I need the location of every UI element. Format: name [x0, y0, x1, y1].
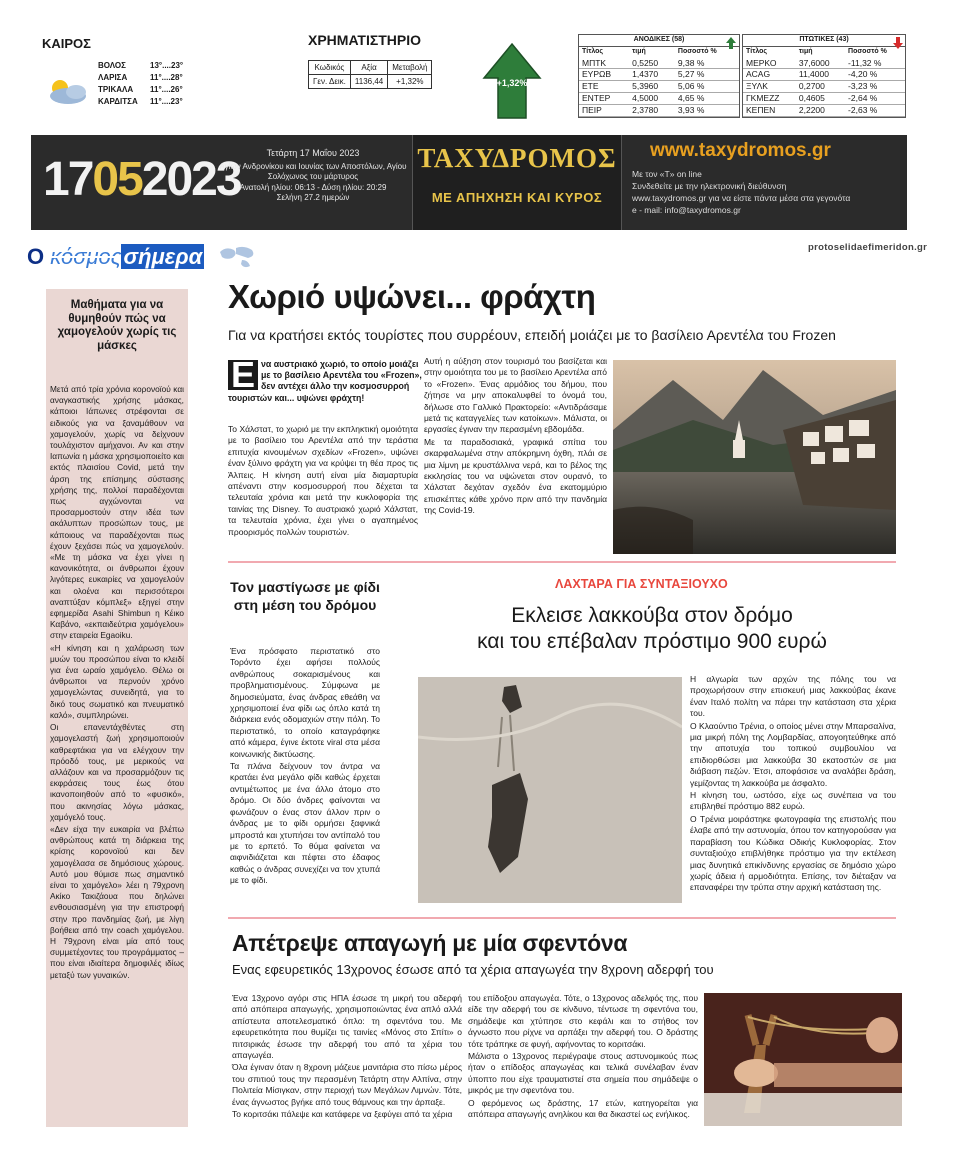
paragraph: Ένα 13χρονο αγόρι στις ΗΠΑ έσωσε τη μικρή του αδερφή από απόπειρα απαγωγής, χρησιμοποιώντας ένα απλό αλλά απίστευτα αποτελεσματικό όπλο: τη σφεντόνα του. Με εφευρετικότητα που θυμίζει τις ταινίες «Μόνος στο Σπίτι» ο πιτσιρικάς έσωσε την αδερφή του από τα χέρια του απαγωγέα. — [232, 993, 462, 1061]
moon-phase: Σελήνη 27.2 ημερών — [276, 193, 350, 202]
section-title — [27, 244, 204, 270]
weather-title: ΚΑΙΡΟΣ — [42, 36, 91, 51]
ticker: ACAG — [743, 69, 796, 81]
slingshot-photo — [704, 993, 902, 1126]
weather-city-list — [98, 60, 183, 108]
city-name: ΚΑΡΔΙΤΣΑ — [98, 97, 138, 106]
ticker: ΠΕΙΡ — [579, 104, 629, 116]
table-row — [743, 58, 905, 69]
headline-line: Εκλεισε λακκούβα στον δρόμο — [511, 604, 793, 627]
pothole-body — [690, 674, 896, 895]
table-row — [579, 58, 739, 69]
info-line: www.taxydromos.gr για να είστε πάντα μέσα στα γεγονότα — [632, 193, 851, 203]
losers-col: τιμή — [798, 47, 813, 55]
price: 37,6000 — [796, 58, 845, 69]
slingshot-headline: Απέτρεψε απαγωγή με μία σφεντόνα — [232, 930, 628, 956]
slingshot-col1 — [232, 993, 462, 1121]
percent: -4,20 % — [845, 69, 905, 81]
percent: 5,27 % — [675, 69, 739, 81]
lede-text: να αυστριακό χωριό, το οποίο μοιάζει με το βασίλειο Αρεντέλα του «Frozen», δεν αντέχει άλλο την κοσμοσυρροή τουριστών και... υψώνει φράχτη! — [228, 359, 422, 403]
table-row — [579, 69, 739, 81]
stock-cell: Γεν. Δεικ. — [309, 75, 351, 89]
losers-panel — [742, 34, 906, 118]
ticker: ΜΠΤΚ — [579, 58, 629, 69]
percent: -2,63 % — [845, 104, 905, 116]
paragraph: Ένα πρόσφατο περιστατικό στο Τορόντο έχει αφήσει πολλούς ανθρώπους σοκαρισμένους και προβληματισμένους. Σύμφωνα με δημοσιεύματα, ένας άνδρας εθεάθη να χρησιμοποιεί ένα φίδι ως όπλο κατά τη διάρκεια ενός οδομαχιών στην πόλη. Το περιστατικό, το οποίο καταγράφηκε από κάμερα, έγινε έκτοτε viral στα μέσα κοινωνικής δικτύωσης. — [230, 646, 380, 759]
sidebar-headline: Μαθήματα για να θυμηθούν πώς να χαμογελούν χωρίς τις μάσκες — [57, 299, 177, 352]
gainers-table — [579, 35, 739, 117]
price: 0,4605 — [796, 92, 845, 104]
city-name: ΛΑΡΙΣΑ — [98, 73, 128, 82]
ticker: ΚΕΠΕΝ — [743, 104, 796, 116]
table-row — [579, 92, 739, 104]
losers-table — [743, 35, 905, 117]
price: 4,5000 — [629, 92, 675, 104]
headline-line: και του επέβαλαν πρόστιμο 900 ευρώ — [477, 630, 827, 653]
table-row — [743, 69, 905, 81]
ticker: ΕΤΕ — [579, 81, 629, 93]
article1-headline: Χωριό υψώνει... φράχτη — [228, 278, 596, 315]
gainers-title: ΑΝΟΔΙΚΕΣ (58) — [579, 35, 739, 46]
world-map-icon — [216, 244, 262, 270]
weather-row — [98, 84, 183, 96]
paragraph: Ο Τρένια μοιράστηκε φωτογραφία της επιστολής που έλαβε από την αστυνομία, όπου τον κατηγορούσαν για παραβίαση του Κώδικα Οδικής Κυκλοφορίας. Στον συνταξιούχο επιβλήθηκε πρόστιμο για την εκτέλεση μιας δυνητικά επικίνδυνης εργασίας σε δημόσιο χώρο χωρίς άδεια ή αρμοδιότητα. Επίσης, τον διέταξαν να επαναφέρει την τρύπα στην αρχική κατάσταση της. — [690, 813, 896, 893]
losers-col: Τίτλος — [746, 47, 768, 55]
date-info — [218, 148, 408, 204]
ticker: ΞΥΛΚ — [743, 81, 796, 93]
paragraph: «Δεν είχα την ευκαιρία να βλέπω ανθρώπους κατά τη διάρκεια της κρίσης κορονοϊού και δεν χαμογέλασα σε δημόσιους χώρους. Αυτό μου θύμισε πως σημαντικό είναι το χαμόγελο» λέει η 79χρονη Ακίκο Τακιζάουα που δηλώνει ενθουσιασμένη για την επιστροφή στην προ πανδημίας ζωή, με λίγη βοήθεια από την coach χαμόγελου. Η 79χρονη είναι μία από τους συμμετέχοντες του προγράμματος – που είναι ιδιαίτερα δημοφιλές ιδίως μεταξύ των γυναικών. — [50, 823, 184, 980]
price: 11,4000 — [796, 69, 845, 81]
weather-row — [98, 60, 183, 72]
stock-cell: 1136,44 — [350, 75, 387, 89]
percent: -2,64 % — [845, 92, 905, 104]
paragraph: Η κίνηση του, ωστόσο, είχε ως συνέπεια να του επιβληθεί πρόστιμο 882 ευρώ. — [690, 790, 896, 812]
slingshot-col2 — [468, 993, 698, 1121]
gainers-panel — [578, 34, 740, 118]
section-part: σήμερα — [123, 244, 203, 269]
index-change-label: +1,32% — [496, 78, 528, 88]
ticker: ΕΝΤΕΡ — [579, 92, 629, 104]
table-row — [579, 104, 739, 116]
gainers-col: τιμή — [632, 47, 646, 55]
pothole-photo — [418, 677, 682, 903]
date-day: 17 — [43, 153, 93, 206]
pothole-kicker: ΛΑΧΤΑΡΑ ΓΙΑ ΣΥΝΤΑΞΙΟΥΧΟ — [555, 577, 728, 591]
paragraph: του επίδοξου απαγωγέα. Τότε, ο 13χρονος αδελφός της, που είδε την αδερφή του σε κίνδυνο, τέντωσε τη σφεντόνα του, σημάδεψε και χτύπησε στο κεφάλι και το στήθος τον άγνωστο που ρίχνε να αρπάξει την αδερφή του. Ο δράστης τότε τράπηκε σε φυγή, αφήνοντας το κοριτσάκι. — [468, 993, 698, 1049]
divider — [228, 917, 896, 919]
paragraph: Η αλγωρία των αρχών της πόλης του να προχωρήσουν στην επισκευή μιας λακκούβας έκανε έναν Ιταλό πολίτη να πάρει την κατάσταση στα χέρια του. — [690, 674, 896, 719]
date-year: 2023 — [141, 153, 241, 206]
temp-range: 13°....23° — [150, 61, 184, 70]
ticker: ΜΕΡΚΟ — [743, 58, 796, 69]
online-info — [632, 168, 850, 216]
snake-headline: Τον μαστίγωσε με φίδι στη μέση του δρόμου — [230, 579, 380, 613]
price: 0,5250 — [629, 58, 675, 69]
sidebar-body — [50, 384, 184, 982]
gainers-col: Τίτλος — [582, 47, 604, 55]
weather-row — [98, 96, 183, 108]
price: 1,4370 — [629, 69, 675, 81]
stock-title: ΧΡΗΜΑΤΙΣΤΗΡΙΟ — [308, 32, 422, 48]
temp-range: 11°....23° — [150, 97, 183, 106]
city-name: ΒΟΛΟΣ — [98, 61, 126, 70]
section-part: κόσμος — [50, 244, 122, 269]
paragraph: Μάλιστα ο 13χρονος περιέγραψε στους αστυνομικούς πως ήταν ο επίδοξος απαγωγέας και τελικά συνέλαβαν έναν ύποπτο που είχε τραυματιστεί στα σημεία που σημάδεψε ο μικρός με την σφεντόνα του. — [468, 1051, 698, 1096]
stock-header: Κωδικός — [309, 61, 351, 75]
ticker: ΓΚΜΕΖΖ — [743, 92, 796, 104]
snake-body — [230, 646, 380, 888]
weather-row — [98, 72, 183, 84]
article1-col2 — [424, 356, 607, 518]
stock-cell: +1,32% — [388, 75, 432, 89]
percent: 9,38 % — [675, 58, 739, 69]
stock-header: Μεταβολή — [388, 61, 432, 75]
newspaper-motto: ΜΕ ΑΠΗΧΗΣΗ ΚΑΙ ΚΥΡΟΣ — [431, 190, 603, 205]
up-arrow-icon — [482, 42, 542, 120]
paragraph: Οι επανεντάχθέντες στη χαμογελαστή ζωή χρησιμοποιούν καθρεφτάκια για να ελέγχουν την πρόοδό τους, με μερικούς να αλλάζουν και να προσαρμόζουν τις εκφράσεις τους έως ότου ικανοποιηθούν από το «φυσικό», που ακινησίας λόγω μάσκας, χαμόγελό τους. — [50, 722, 184, 822]
table-row — [579, 81, 739, 93]
paragraph: Με τα παραδοσιακά, γραφικά σπίτια του σκαρφαλωμένα στην απόκρημνη όχθη, πλάι σε μια λίμνη με κρυστάλλινα νερά, και το βέλος της εκκλησίας του να υψώνεται στον ουρανό, το Χάλστατ δεχόταν σχεδόν ένα εκατομμύριο επισκέπτες κάθε χρόνο πριν από την πανδημία της Covid-19. — [424, 436, 607, 516]
paragraph: «Η κίνηση και η χαλάρωση των μυών του προσώπου είναι το κλειδί για ένα ωραίο χαμόγελο. Θέλω οι άνθρωποι να περνούν χρόνο χαμογελώντας συνειδητά, για το δικό τους σωματικό και πνευματικό καλό», συμπληρώνει. — [50, 642, 184, 720]
price: 0,2700 — [796, 81, 845, 93]
table-row — [743, 81, 905, 93]
hallstatt-photo — [613, 360, 896, 554]
info-line: Με τον «Τ» on line — [632, 169, 702, 179]
paragraph: Όλα έγιναν όταν η 8χρονη μάζευε μανιτάρια στο πίσω μέρος του σπιτιού τους την περασμένη Τετάρτη στην Αλπίνα, στην Πολιτεία Μίσιγκαν, στην περιοχή των Μεγάλων Λιμνών. Τότε, ένας άγνωστος βγήκε από τους θάμνους και την άρπαξε. — [232, 1062, 462, 1107]
drop-cap: Ε — [228, 360, 258, 390]
percent: 5,06 % — [675, 81, 739, 93]
ticker: ΕΥΡΩΒ — [579, 69, 629, 81]
info-line: Συνδεθείτε με την ηλεκτρονική διεύθυνση — [632, 181, 787, 191]
paragraph: Ο Κλαούντιο Τρένια, ο οποίος μένει στην Μπαρσαλίνα, μια μικρή πόλη της Λομβαρδίας, απογοητεύθηκε από την αποτυχία του τοπικού συμβουλίου να επιδιορθώσει μια λακκούβα 30 εκατοστών σε μια διάβαση πεζών. Έτσι, αποφάσισε να αναλάβει δράση, γεμίζοντας τη λακκούβα με άσφαλτο. — [690, 720, 896, 788]
divider — [228, 561, 896, 563]
paragraph: Το Χάλστατ, το χωριό με την εκπληκτική ομοιότητα με το βασίλειο του Αρεντέλα από την τεράστια επιτυχία κινουμένων σχεδίων «Frozen», υψώνει έναν ξύλινο φράχτη για να κρύψει τη θέα προς τις Άλπεις. Η κίνηση αυτή είναι μία διαμαρτυρία απέναντι στην κοσμοσυρροή που δέχεται τα τελευταία χρόνια και μετά την κυκλοφορία της ταινίας της Disney. Το αυστριακό χωριό Χάλστατ, τα τελευταία χρόνια, έχει γίνει ο αγαπημένος προορισμός πολλών τουριστών. — [228, 424, 418, 537]
paragraph: Ο φερόμενος ως δράστης, 17 ετών, κατηγορείται για απόπειρα απαγωγής ανηλίκου και θα δικαστεί ως ενήλικος. — [468, 1097, 698, 1120]
date-month: 05 — [92, 153, 142, 206]
price: 5,3960 — [629, 81, 675, 93]
newspaper-title: ΤΑΧΥΔΡΟΜΟΣ — [417, 143, 617, 173]
website-link[interactable]: www.taxydromos.gr — [650, 140, 831, 161]
table-row — [743, 104, 905, 116]
percent: 3,93 % — [675, 104, 739, 116]
city-name: ΤΡΙΚΑΛΑ — [98, 85, 134, 94]
percent: 4,65 % — [675, 92, 739, 104]
paragraph: Αυτή η αύξηση στον τουρισμό του βασίζεται και στην ομοιότητα του με το βασίλειο Αρεντέλα από το «Frozen». Ένας αρμόδιος του δήμου, που ζήτησε να μην αποκαλυφθεί το όνομά του, δήλωσε στο Γαλλικό Πρακτορείο: «Αντιδράσαμε μετά τις καταγγελίες των κατοίκων». Μάλιστα, οι εργασίες έγιναν την περασμένη εβδομάδα. — [424, 356, 607, 435]
saints: Αγίων Ανδρονίκου και Ιουνίας των Αποστόλων, Αγίου Σολόχωνος του μάρτυρος — [219, 161, 407, 181]
weekday: Τετάρτη 17 Μαΐου 2023 — [266, 148, 360, 158]
sun-times: Ανατολή ηλίου: 06:13 - Δύση ηλίου: 20:29 — [239, 182, 387, 192]
article1-lede — [228, 354, 426, 404]
losers-title: ΠΤΩΤΙΚΕΣ (43) — [743, 35, 905, 46]
slingshot-subhead: Ενας εφευρετικός 13χρονος έσωσε από τα χέρια απαγωγέα την 8χρονη αδερφή του — [232, 962, 714, 977]
gainers-col: Ποσοστό % — [677, 47, 717, 55]
email-link[interactable]: e - mail: info@taxydromos.gr — [632, 205, 741, 215]
article1-subhead: Για να κρατήσει εκτός τουρίστες που συρρέουν, επειδή μοιάζει με το βασίλειο Αρεντέλα του Frozen — [228, 327, 836, 343]
table-row — [743, 92, 905, 104]
percent: -3,23 % — [845, 81, 905, 93]
stock-header: Αξία — [350, 61, 387, 75]
paragraph: Το κοριτσάκι πάλεψε και κατάφερε να ξεφύγει από τα χέρια — [232, 1109, 453, 1120]
temp-range: 11°....28° — [150, 73, 183, 82]
price: 2,3780 — [629, 104, 675, 116]
cloud-sun-icon — [42, 76, 94, 106]
section-part: Ο — [27, 244, 51, 269]
red-down-arrow-icon — [893, 37, 903, 49]
pothole-headline — [466, 603, 838, 655]
temp-range: 11°....26° — [150, 85, 183, 94]
green-up-arrow-icon — [726, 37, 736, 49]
percent: -11,32 % — [845, 58, 905, 69]
stock-index-table — [308, 60, 432, 89]
watermark: protoselidaefimeridon.gr — [808, 242, 928, 253]
losers-col: Ποσοστό % — [848, 47, 887, 55]
paragraph: Μετά από τρία χρόνια κορονοϊού και αναγκαστικής χρήσης μάσκας, κάποιοι Ιάπωνες στρέφονται σε ειδικούς για να ξαναμάθουν να χαμογελούν, χωρίς να δείχνουν τουλάχιστον αμήχανοι. Αν και στην Ιαπωνία η μάσκα χρησιμοποιείτο και εκτός πλαισίου Covid, μετά την άρση της επίσημης σύστασης χρήσης της, πολλοί παραδέχονται πως αγχώνονται να προσαρμοστούν στην ιδέα των ακάλυπτων προσώπων τους, με κάποιους να παραδέχονται πως έχουν ξεχάσει πώς να χαμογελούν. «Με τη μάσκα να έχει γίνει η κανονικότητα, οι άνθρωποι έχουν λιγότερες ευκαιρίες να χαμογελούν και ολοένα και περισσότεροι αναπτύξαν κόμπλεξ» εξηγεί στην εφημερίδα Asahi Shimbun η Κέικο Καβάνο, «εκπαιδεύτρια χαμόγελου» στην εταιρεία Egaoiku. — [50, 384, 184, 641]
article1-col1 — [228, 424, 418, 539]
price: 2,2200 — [796, 104, 845, 116]
paragraph: Τα πλάνα δείχνουν τον άντρα να κρατάει ένα μεγάλο φίδι καθώς έρχεται αντιμέτωπος με ένα άλλο άτομο στο δρόμο. Οι δύο άνδρες φαίνονται να φωνάζουν ο ένας στον άλλον πριν ο άνδρας με το φίδι ορμήσει ξαφνικά μπροστά και χτυπήσει τον αντίπαλό του με το ερπετό. Το θύμα φαίνεται να αιφνιδιάζεται και πέφτει στο έδαφος καθώς ο άνδρας συνεχίζει να τον χτυπά με το φίδι. — [230, 761, 380, 886]
issue-date — [43, 152, 241, 207]
